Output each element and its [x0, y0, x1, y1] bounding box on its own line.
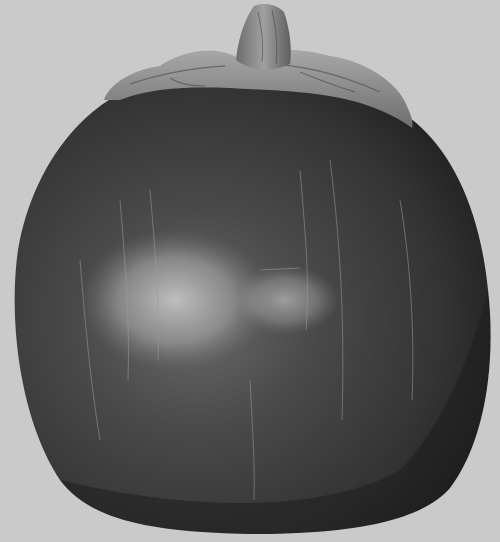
fruit-highlight-secondary	[230, 265, 340, 335]
